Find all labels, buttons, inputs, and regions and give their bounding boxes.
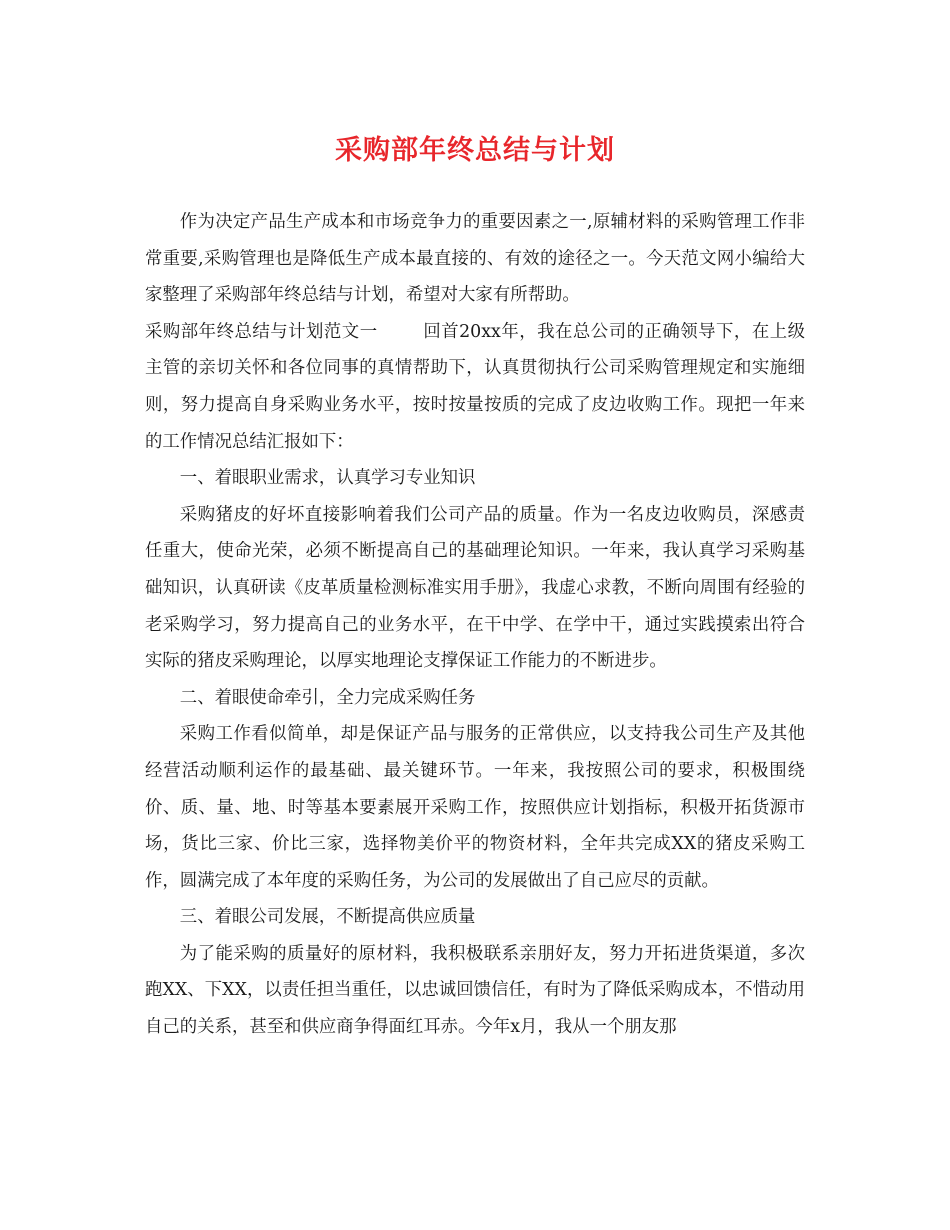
heading-three: 三、着眼公司发展，不断提高供应质量 [179, 907, 476, 928]
paragraph-study: 采购猪皮的好坏直接影响着我们公司产品的质量。作为一名皮边收购员，深感责任重大，使命光荣，必须不断提高自己的基础理论知识。一年来，我认真学习采购基础知识，认真研读《皮革质量检测标准实用手册》，我虚心求教，不断向周围有经验的老采购学习，努力提高自己的业务水平，在干中学、在学中干，通过实践摸索出符合实际的猪皮采购理论，以厚实地理论支撑保证工作能力的不断进步。 [145, 504, 805, 672]
heading-two: 二、着眼使命牵引，全力完成采购任务 [179, 687, 476, 708]
review-paragraph: 回首20xx年，我在总公司的正确领导下，在上级主管的亲切关怀和各位同事的真情帮助下，认真贯彻执行公司采购管理规定和实施细则，努力提高自身采购业务水平，按时按量按质的完成了皮边收购工作。现把一年来的工作情况总结汇报如下： [145, 321, 805, 452]
section-paragraph [145, 314, 805, 460]
heading-one: 一、着眼职业需求，认真学习专业知识 [179, 468, 476, 489]
paragraph-quality: 为了能采购的质量好的原材料，我积极联系亲朋好友，努力开拓进货渠道，多次跑XX、下XX，以责任担当重任，以忠诚回馈信任，有时为了降低采购成本，不惜动用自己的关系，甚至和供应商争得面红耳赤。今年x月，我从一个朋友那 [145, 943, 805, 1038]
intro-paragraph: 作为决定产品生产成本和市场竞争力的重要因素之一,原辅材料的采购管理工作非常重要,采购管理也是降低生产成本最直接的、有效的途径之一。今天范文网小编给大家整理了采购部年终总结与计划，希望对大家有所帮助。 [145, 212, 805, 306]
paragraph-task: 采购工作看似简单，却是保证产品与服务的正常供应，以支持我公司生产及其他经营活动顺利运作的最基础、最关键环节。一年来，我按照公司的要求，积极围绕价、质、量、地、时等基本要素展开采购工作，按照供应计划指标，积极开拓货源市场，货比三家、价比三家，选择物美价平的物资材料，全年共完成XX的猪皮采购工作，圆满完成了本年度的采购任务，为公司的发展做出了自己应尽的贡献。 [145, 724, 805, 891]
section-label: 采购部年终总结与计划范文一 [145, 321, 378, 342]
document-title: 采购部年终总结与计划 [335, 135, 615, 166]
document-body [145, 204, 805, 1046]
